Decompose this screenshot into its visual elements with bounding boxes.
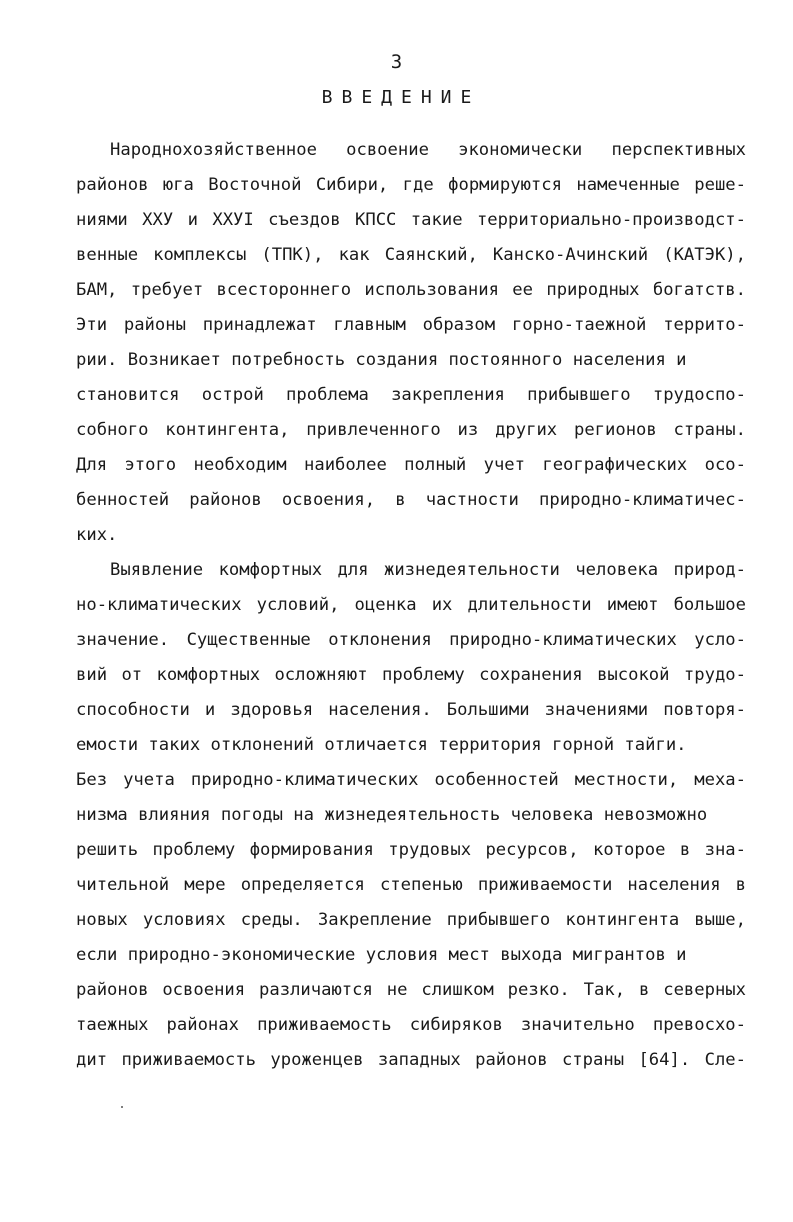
text-line: венные комплексы (ТПК), как Саянский, Канско-Ачинский (КАТЭК), [76,245,746,265]
text-line: низма влияния погоды на жизнедеятельность человека невозможно [76,805,708,825]
text-line: таежных районах приживаемость сибиряков значительно превосхо- [76,1015,746,1035]
text-line: Народнохозяйственное освоение экономически перспективных [110,140,746,160]
text-line: если природно-экономические условия мест выхода мигрантов и [76,945,687,965]
text-line: бенностей районов освоения, в частности природно-климатичес- [76,490,746,510]
text-line: вий от комфортных осложняют проблему сохранения высокой трудо- [76,665,746,685]
text-line: Выявление комфортных для жизнедеятельности человека природ- [110,560,746,580]
text-line: решить проблему формирования трудовых ресурсов, которое в зна- [76,840,746,860]
text-line: районов освоения различаются не слишком резко. Так, в северных [76,980,746,1000]
text-line: Без учета природно-климатических особенностей местности, меха- [76,770,746,790]
text-line: БАМ, требует всестороннего использования ее природных богатств. [76,280,746,300]
text-line: дит приживаемость уроженцев западных районов страны [64]. Сле- [76,1050,746,1070]
text-line: становится острой проблема закрепления прибывшего трудоспо- [76,385,746,405]
page-number: 3 [390,51,403,73]
text-line: Эти районы принадлежат главным образом горно-таежной террито- [76,315,746,335]
text-line: но-климатических условий, оценка их длительности имеют большое [76,595,746,615]
scan-speck [121,1106,123,1108]
section-heading: ВВЕДЕНИЕ [321,87,481,108]
text-line: собного контингента, привлеченного из других регионов страны. [76,420,746,440]
text-line: Для этого необходим наиболее полный учет географических осо- [76,455,746,475]
text-line: ких. [76,525,118,545]
text-line: районов юга Восточной Сибири, где формируются намеченные реше- [76,175,746,195]
text-line: ниями XXУ и XXУI съездов КПСС такие территориально-производст- [76,210,746,230]
text-line: емости таких отклонений отличается территория горной тайги. [76,735,687,755]
text-line: чительной мере определяется степенью приживаемости населения в [76,875,746,895]
text-line: способности и здоровья населения. Большими значениями повторя- [76,700,746,720]
text-line: новых условиях среды. Закрепление прибывшего контингента выше, [76,910,746,930]
text-line: значение. Существенные отклонения природно-климатических усло- [76,630,746,650]
text-line: рии. Возникает потребность создания постоянного населения и [76,350,687,370]
